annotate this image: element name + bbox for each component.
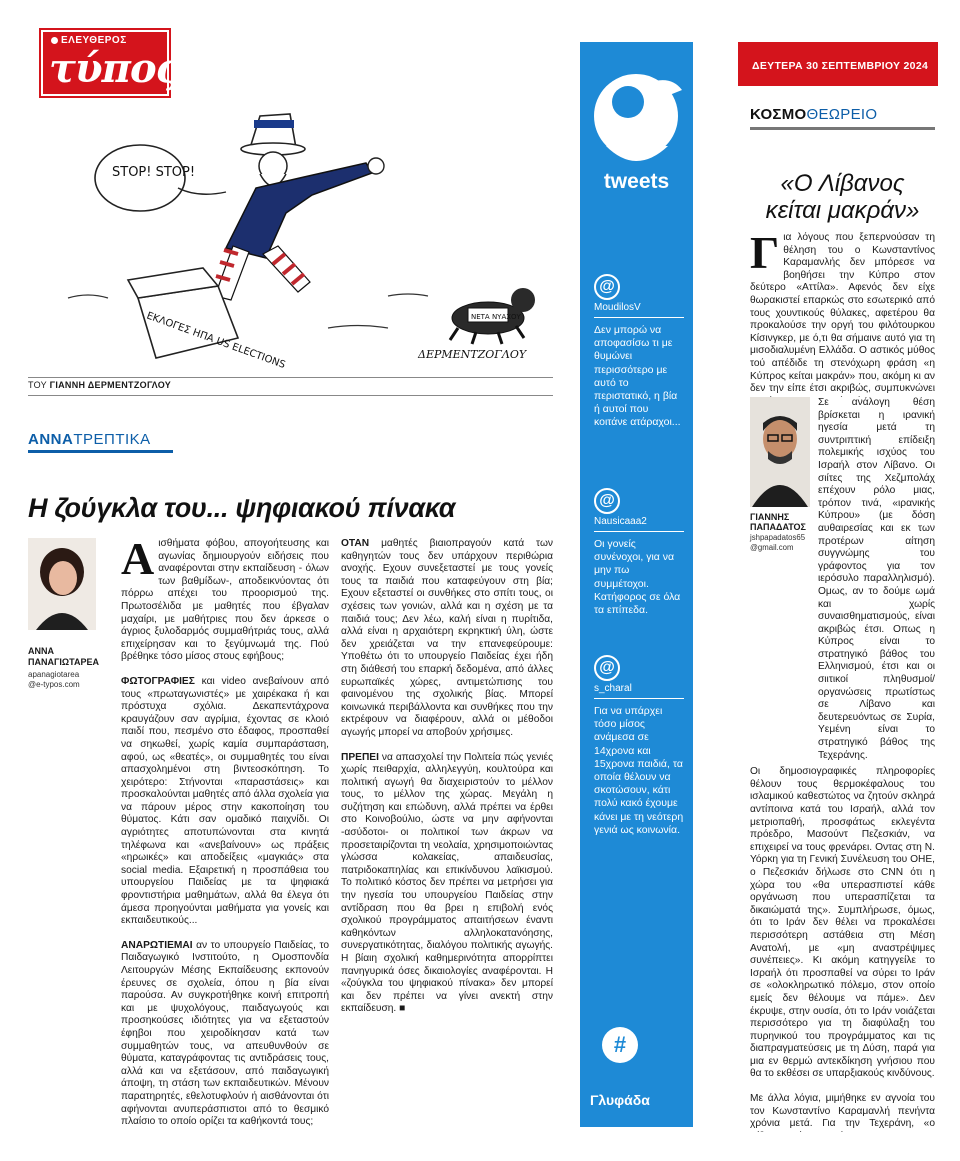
author-first-name: ΑΝΝΑ bbox=[28, 646, 54, 656]
date-bar: ΔΕΥΤΕΡΑ 30 ΣΕΠΤΕΜΒΡΙΟΥ 2024 bbox=[738, 42, 938, 86]
author-email bbox=[28, 670, 80, 690]
divider bbox=[594, 317, 684, 318]
article-paragraph bbox=[750, 766, 935, 1081]
section-rule bbox=[750, 127, 935, 130]
opinion-text-main bbox=[750, 397, 935, 1132]
tweet-handle: s_charal bbox=[594, 683, 632, 694]
tweet-item bbox=[594, 274, 684, 430]
tweet-text: Για να υπάρχει τόσο μίσος ανάμεσα σε 14χρονα και 15χρονα παιδιά, τα οποία θέλουν να σκοτώσουν, κάτι πολύ κακό έχουμε κάνει με τη νεότερη γενιά ως κοινωνία. bbox=[594, 705, 684, 836]
paragraph-lead: ΠΡΕΠΕΙ bbox=[341, 751, 379, 763]
paragraph-text: και video ανεβαίνουν από τους «πρωταγωνιστές» με χαιρέκακα ή και πρόστυχα σχόλια. Δεκαπεντάχρονα κραυγάζουν σαν αγρίμια, έχοντας σε κλοιό παιδί που, πεσμένο στο έδαφος, προσπαθεί να σηκωθεί, χωρίς καμία συμπαράσταση, αφού, ως «θεατές», οι συμμαθητές του είναι απασχολημένοι στη βιντεοσκόπηση. Το χειρότερο: Στήνονται «παραστάσεις» και προσκαλούνται μαθητές από άλλα σχολεία για να πάρουν μέρος στην κακοποίηση του θύματος. Κάτι σαν ομαδικό παιχνίδι. Οι αγριότητες αποτυπώνονται στα κινητά τηλέφωνα και «ανεβαίνουν» ως πράξεις «ηρωικές» και αποδείξεις «μαγκιάς» στα social media. Εξαιρετική η προσπάθεια του υπουργείου Παιδείας με τα ψηφιακά φροντιστήρια μαθημάτων, αλλά θα έλεγα ότι άμεσα προηγούνται μαθήματα για γονείς και εκπαιδευτικούς... bbox=[121, 675, 329, 927]
logo-dot-icon bbox=[51, 37, 58, 44]
divider bbox=[28, 377, 553, 378]
author-email-part-2: @gmail.com bbox=[750, 543, 794, 552]
paragraph-text: να απασχολεί την Πολιτεία πώς γενιές χωρίς πειθαρχία, αλληλεγγύη, κουλτούρα και πολιτική αγωγή θα διαχειριστούν το μέλλον τους, το μέλλον της χώρας. Μεγάλη η συζήτηση και επώδυνη, αλλά πρέπει να έρθει στο Κοινοβούλιο, ώστε να μην αφήνονται -ασύδοτοι- οι πολιτικοί των άκρων να προσεταιρίζονται τη νεολαία, χρησιμοποιώντας γλώσσα κολακείας, απαιδευσίας, πατριδοκαπηλίας και επικίνδυνου λαϊκισμού. Το πολιτικό κόστος δεν πρέπει να μετρήσει για την ηγεσία του υπουργείου Παιδείας στην αντίδραση που θα βρει η επιβολή ενός σχολικού προγράμματος απαιτήσεων έναντι καθηκόντων αλληλοκατανόησης, συνεργατικότητας, διαλόγου πολιτικής αγωγής. Η βίαιη σχολική καθημερινότητα απορρίπτει πανηγυρικά όσες δικαιολογίες αναφέρονται. Η «ζούγκλα του ψηφιακού πίνακα» δεν μπορεί και δεν πρέπει να γίνει ανεκτή στην εκπαίδευση. ■ bbox=[341, 751, 553, 1015]
cartoon-caption bbox=[28, 380, 171, 390]
paragraph-text: Με άλλα λόγια, μιμήθηκε εν αγνοία του τον Κωνσταντίνο Καραμανλή πενήντα χρόνια μετά. Για την Τεχεράνη, «ο bbox=[750, 1093, 935, 1130]
article-paragraph bbox=[121, 533, 329, 664]
article-paragraph bbox=[750, 232, 935, 397]
author-photo bbox=[28, 538, 96, 630]
section-label-part-b: ΘΕΩΡΕΙΟ bbox=[806, 106, 878, 123]
article-paragraph bbox=[341, 538, 553, 740]
author-last-name: ΠΑΝΑΓΙΩΤΑΡΕΑ bbox=[28, 657, 99, 667]
tweet-location: Γλυφάδα bbox=[590, 1092, 650, 1108]
article-paragraph bbox=[341, 752, 553, 1016]
paragraph-text: ισθήματα φόβου, απογοήτευσης και αγωνίας δημιουργούν ειδήσεις που αναφέρονται στην εκπαίδευση - όλων των βαθμίδων-, αποδεικνύοντας ότι πόρρω απέχει του προορισμού της. Πρωτοσέλιδα με μαθητές που έβγαλαν μαχαίρι, με μαθήτριες που δεν άρκεσε ο άγριος ξυλοδαρμός συμμαθήτριάς τους, αλλά επιχείρησαν και το ξεγύμνωμά της. Πού βρέθηκε τόσο μίσος στους εφήβους; bbox=[121, 538, 329, 663]
cartoonist-signature: ΔΕΡΜΕΝΤΖΟΓΛΟΥ bbox=[418, 348, 527, 361]
author-last-name: ΠΑΠΑΔΑΤΟΣ bbox=[750, 522, 806, 532]
caption-prefix: ΤΟΥ bbox=[28, 380, 47, 390]
opinion-headline bbox=[750, 170, 935, 224]
headline-line-2: κείται μακράν» bbox=[765, 197, 920, 224]
paragraph-lead: ΟΤΑΝ bbox=[341, 538, 370, 549]
at-icon: @ bbox=[594, 655, 620, 681]
dropcap: Α bbox=[121, 533, 155, 584]
author-email-part-1: jshpapadatos65 bbox=[750, 533, 806, 542]
section-label-part-b: ΤΡΕΠΤΙΚΑ bbox=[73, 431, 151, 448]
logo-small-text: ΕΛΕΥΘΕΡΟΣ bbox=[61, 35, 127, 46]
tweet-text: Οι γονείς συνένοχοι, για να μην πω συμμέτοχοι. Κατήφορος σε όλα τα επίπεδα. bbox=[594, 538, 681, 617]
logo-main-text: τύπος bbox=[49, 45, 179, 92]
section-label bbox=[28, 431, 151, 448]
article-paragraph bbox=[818, 397, 935, 762]
author-first-name: ΓΙΑΝΝΗΣ bbox=[750, 512, 790, 522]
divider bbox=[594, 698, 684, 699]
author-email-part-2: @e-typos.com bbox=[28, 680, 80, 689]
at-icon: @ bbox=[594, 274, 620, 300]
paragraph-text: Σε ανάλογη θέση βρίσκεται η ιρανική ηγεσία μετά τη συντριπτική επίδειξη πολεμικής ισχύος του Ισραήλ στον Λίβανο. Οι σιίτες της Χεζμπολάχ επέχουν ρόλο μιας, τρόπον τινά, «ιρανικής Κύπρου» (με δόση αυθαιρεσίας και εκ των προτέρων αίτηση συγγνώμης του γράφοντος για τον ιερόσυλο παραλληλισμό). Ομως, αν το δούμε ωμά και χωρίς συναισθηματισμούς, είναι ακριβώς έτσι. Οπως η Κύπρος είναι το στρατηγικό βάθος του Ελληνισμού, έτσι και οι σιιτικοί πληθυσμοί/οργανώσεις πρωτίστως σε Λίβανο και δευτερευόντως σε Συρία, Υεμένη είναι το στρατηγικό βάθος της Τεχεράνης. bbox=[818, 397, 935, 761]
speech-text: STOP! STOP! bbox=[112, 165, 196, 180]
main-article-column bbox=[28, 28, 553, 1138]
headline-line-1: «Ο Λίβανος bbox=[780, 170, 905, 197]
opinion-column bbox=[738, 42, 938, 1132]
article-text-column-1 bbox=[121, 533, 329, 1138]
tweet-item bbox=[594, 655, 684, 837]
section-rule bbox=[28, 450, 173, 453]
tweets-column bbox=[580, 42, 693, 1127]
paragraph-text: μαθητές βιαιοπραγούν κατά των καθηγητών τους δεν υπάρχουν περιθώρια ανοχής. Εχουν συνεξεταστεί με τους γονείς τους τα παιδιά που καταφεύγουν στη βία; Εχουν εξεταστεί οι συνθήκες στο σπίτι τους, οι σχέσεις των γονιών, αλλά και η σχέση με τα παιδιά τους; Δεν λέω, καλή είναι η πυρίτιδα, αλλά είναι η αρχαιότερη εκρηκτική ύλη, ώστε δεν χρειάζεται να την επανεφεύρουμε: Υποθέτω ότι το υπουργείο Παιδείας έχει ήδη στη διάθεσή του επαρκή δεδομένα, από άλλες ευρωπαϊκές χώρες, αντιμετώπισης του φαινομένου της σχολικής βίας. Μπορεί κοινωνικά περιβάλλοντα και συνθήκες που την εκτρέφουν να διαφέρουν, αλλά οι μέθοδοι αγωγής μπορεί να αποβούν χρήσιμες. bbox=[341, 538, 553, 738]
at-icon: @ bbox=[594, 488, 620, 514]
paragraph-text: ια λόγους που ξεπερνούσαν τη θέληση του ο Κωνσταντίνος Καραμανλής δεν μπόρεσε να βοηθήσει την Κύπρο στον δεύτερο «Αττίλα». Αφενός δεν είχε θωρακιστεί επαρκώς στο εσωτερικό από τους χουντικούς θύλακες, αφετέρου θα προκαλούσε την οργή του φιλότουρκου Κίσινγκερ, με ό,τι θα σήμαινε αυτό για τη μισοδιαλυμένη Ελλάδα. Ο αστικός μύθος τού απέδιδε τη στενόχωρη φράση «η Κύπρος κείται μακράν» που, ακόμη κι αν δεν την είπε έτσι ακριβώς, συμπυκνώνει bbox=[750, 232, 935, 395]
caption-author: ΓΙΑΝΝΗ ΔΕΡΜΕΝΤΖΟΓΛΟΥ bbox=[49, 380, 172, 390]
divider bbox=[594, 531, 684, 532]
section-label-part-a: ΚΟΣΜΟ bbox=[750, 106, 807, 123]
paragraph-lead: ΑΝΑΡΩΤΙΕΜΑΙ bbox=[121, 939, 193, 951]
ballot-box-label: ΕΚΛΟΓΕΣ ΗΠΑ US ELECTIONS bbox=[144, 310, 287, 372]
opinion-text-intro bbox=[750, 232, 935, 397]
tweet-handle: Nausicaaa2 bbox=[594, 516, 647, 527]
dropcap: Γ bbox=[750, 232, 780, 278]
article-paragraph bbox=[750, 1093, 935, 1132]
article-paragraph bbox=[121, 940, 329, 1129]
article-headline: Η ζούγκλα του... ψηφιακού πίνακα bbox=[28, 493, 456, 523]
divider bbox=[28, 395, 553, 396]
dog-label: ΝΕΤΑ ΝΥΑΧΟΥ bbox=[471, 313, 521, 321]
tweet-handle: MoudilosV bbox=[594, 302, 641, 313]
section-label-part-a: ΑΝΝΑ bbox=[28, 431, 74, 448]
paragraph-text: αν το υπουργείο Παιδείας, το Παιδαγωγικό Ινστιτούτο, η Ομοσπονδία Λειτουργών Μέσης Εκπαίδευσης εκπονούν έρευνες σε σχολεία, όπου η βία είναι παρούσα. Αν συγκροτήθηκε κοινή επιτροπή και με ψυχολόγους, παιδαγωγούς και προσηκούσες ιδιότητες για να εξεταστούν έφηβοι που χειροδίκησαν κατά των συμμαθητών τους, να απευθυνθούν σε θύματα, καταγράφοντας τις αντιδράσεις τους, αλλά και να εξετάσουν, από παιδαγωγική άποψη, τη στάση των εκπαιδευτικών. Μένουν παρατηρητές, εθελοτυφλούν ή αισθάνονται ότι αφήνονται ανυπεράσπιστοι από το θεσμικό πλαίσιο το οποίο ορίζει τα καθήκοντά τους; bbox=[121, 939, 329, 1128]
section-label bbox=[750, 106, 877, 123]
author-name bbox=[28, 646, 99, 668]
tweet-item bbox=[594, 488, 684, 617]
author-portrait-icon bbox=[28, 538, 96, 630]
article-paragraph bbox=[121, 676, 329, 928]
article-text-column-2 bbox=[341, 538, 553, 1138]
author-email-part-1: apanagiotarea bbox=[28, 670, 80, 679]
tweets-title: tweets bbox=[603, 170, 670, 193]
paragraph-lead: ΦΩΤΟΓΡΑΦΙΕΣ bbox=[121, 675, 195, 687]
tweet-text: Δεν μπορώ να αποφασίσω τι με θυμώνει περισσότερο με αυτό το περιστατικό, η βία ή αυτοί που κοιτάνε ατάραχοι... bbox=[594, 324, 681, 429]
newspaper-logo bbox=[41, 30, 179, 96]
hashtag-icon: # bbox=[602, 1027, 638, 1063]
paragraph-text: Οι δημοσιογραφικές πληροφορίες θέλουν τους θερμοκέφαλους του ισλαμικού καθεστώτος να ζητούν σκληρά αντίποινα κατά του Ισραήλ, αλλά τον μετριοπαθή, προσφάτως εκλεγέντα πρόεδρο, Μασούντ Πεζεσκιάν, να επιχειρεί να τους φρενάρει. Οντας στη Ν. Υόρκη για τη Γενική Συνέλευση του ΟΗΕ, ο Πεζεσκιάν δήλωσε στο CNN ότι η χώρα του «θα υπερασπιστεί κάθε οργάνωση που υπερασπίζεται τα δικαιώματά της». Συμπλήρωσε, όμως, ότι το Ιράν δεν θέλει να προκαλέσει περισσότερη αστάθεια στη Μέση Ανατολή, με «μη αναστρέψιμες συνέπειες». Κι ακόμη κατηγγείλε το Ισραήλ ότι προσπαθεί να σύρει το Ιράν σε «ολοκληρωτικό πόλεμο, στον οποίο εμείς δεν θέλουμε να πάμε». Δεν έκρυψε, στην ουσία, ότι το Ιράν νοιάζεται περισσότερο για τη διαφύλαξη του πυρηνικού του προγράμματος και τις διαπραγματεύσεις με τη Δύση, παρά για μια εν θερμώ αντεκδίκηση γνήσιου που θα το εκθέσει σε υπαρξιακούς κινδύνους. bbox=[750, 766, 935, 1080]
